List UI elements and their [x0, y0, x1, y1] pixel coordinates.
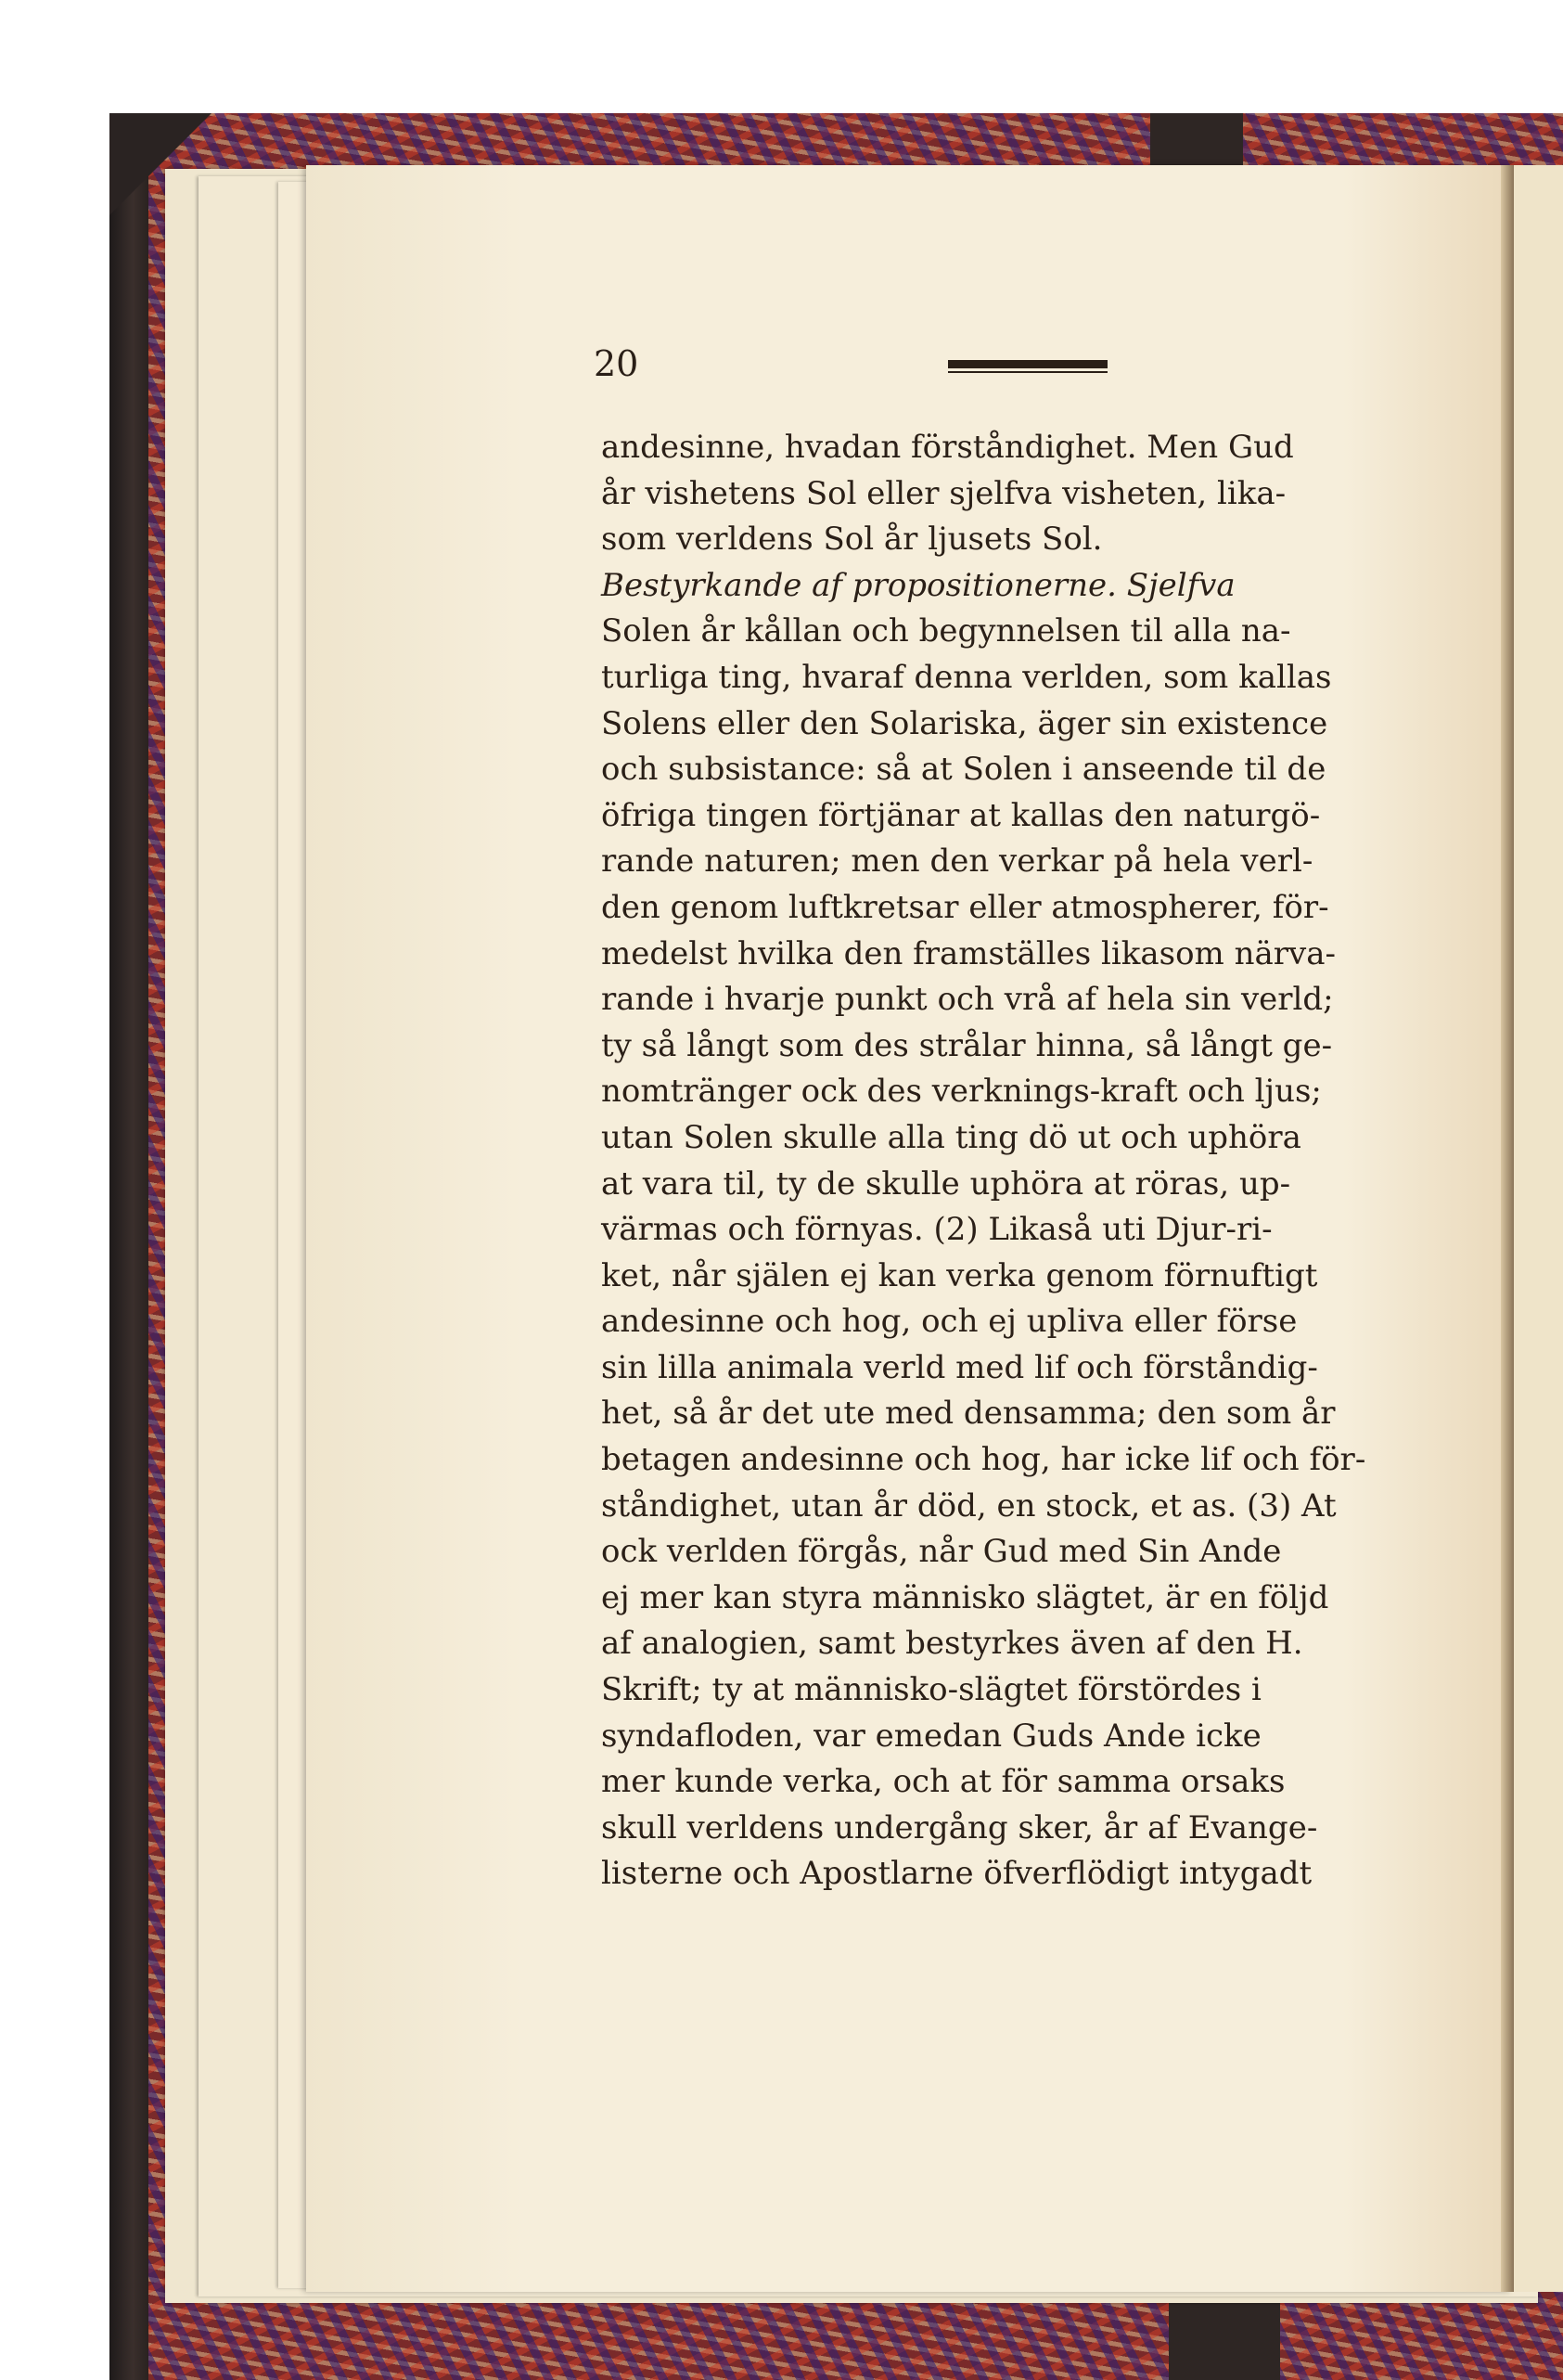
text-line: het, så år det ute med densamma; den som år [601, 1395, 1336, 1433]
text-line: utan Solen skulle alla ting dö ut och uphöra [601, 1118, 1301, 1156]
text-line: skull verldens undergång sker, år af Evange- [601, 1808, 1318, 1846]
text-line: Solens eller den Solariska, äger sin existence [601, 704, 1328, 742]
page-gutter [1501, 165, 1514, 2292]
text-line: sin lilla animala verld med lif och förståndig- [601, 1348, 1318, 1386]
facing-page-edge [1514, 165, 1563, 2292]
text-line: år vishetens Sol eller sjelfva visheten, lika- [601, 474, 1287, 512]
text-line: andesinne, hvadan förståndighet. Men Gud [601, 429, 1294, 466]
text-line: ket, når själen ej kan verka genom förnuftigt [601, 1256, 1318, 1294]
text-line: och subsistance: så at Solen i anseende til de [601, 751, 1326, 789]
text-line: betagen andesinne och hog, har icke lif och för- [601, 1441, 1366, 1479]
text-line: Bestyrkande af propositionerne. Sjelfva [601, 566, 1236, 604]
text-line: listerne och Apostlarne öfverflödigt intygadt [601, 1855, 1313, 1893]
text-line: medelst hvilka den framställes likasom närva- [601, 934, 1336, 972]
text-line: mer kunde verka, och at för samma orsaks [601, 1763, 1286, 1801]
text-line: rande i hvarje punkt och vrå af hela sin verld; [601, 981, 1334, 1019]
leather-corner-top-right [1150, 113, 1243, 169]
text-line: öfriga tingen förtjänar at kallas den naturgö- [601, 796, 1321, 834]
text-line: ståndighet, utan år död, en stock, et as. (3) At [601, 1486, 1337, 1524]
text-line: af analogien, samt bestyrkes även af den H. [601, 1625, 1303, 1663]
page-number: 20 [594, 343, 639, 384]
text-line: Solen år kållan och begynnelsen til alla na- [601, 612, 1291, 650]
text-line: ty så långt som des strålar hinna, så långt ge- [601, 1026, 1333, 1064]
body-text [601, 425, 1458, 1898]
leather-spine [109, 113, 148, 2380]
text-line: ej mer kan styra människo slägtet, är en följd [601, 1578, 1329, 1616]
text-line: turliga ting, hvaraf denna verlden, som kallas [601, 658, 1332, 696]
text-line: värmas och förnyas. (2) Likaså uti Djur-ri- [601, 1211, 1273, 1249]
text-line: ock verlden förgås, når Gud med Sin Ande [601, 1533, 1282, 1571]
text-line: at vara til, ty de skulle uphöra at röras, up- [601, 1164, 1291, 1203]
text-line: rande naturen; men den verkar på hela verl- [601, 843, 1313, 881]
text-line: Skrift; ty at människo-slägtet förstördes i [601, 1671, 1262, 1709]
header-rule [948, 360, 1108, 368]
leather-corner-bottom-right [1169, 2292, 1280, 2380]
text-line: syndafloden, var emedan Guds Ande icke [601, 1717, 1262, 1755]
text-line: nomtränger ock des verknings-kraft och ljus; [601, 1073, 1322, 1111]
text-line: andesinne och hog, och ej upliva eller förse [601, 1303, 1298, 1341]
text-line: som verldens Sol år ljusets Sol. [601, 521, 1103, 559]
text-line: den genom luftkretsar eller atmospherer, för- [601, 888, 1329, 926]
